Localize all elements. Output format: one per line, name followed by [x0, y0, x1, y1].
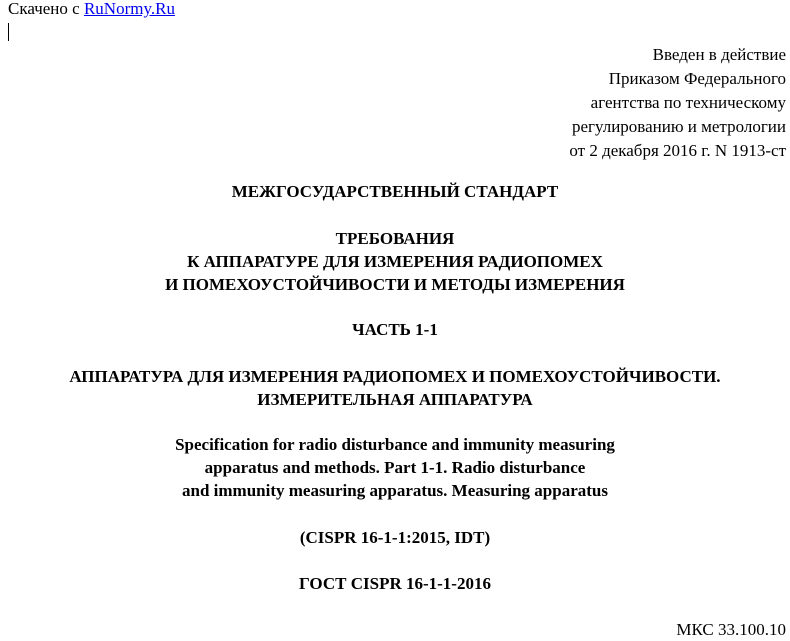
standard-type: МЕЖГОСУДАРСТВЕННЫЙ СТАНДАРТ	[231, 182, 559, 201]
enactment-line: агентства по техническому	[590, 93, 786, 112]
title-line: ТРЕБОВАНИЯ	[335, 229, 455, 248]
subtitle-line: ИЗМЕРИТЕЛЬНАЯ АППАРАТУРА	[257, 390, 533, 409]
source-prefix: Скачено с	[8, 0, 80, 18]
enactment-line: от 2 декабря 2016 г. N 1913-ст	[569, 141, 786, 160]
source-link[interactable]: RuNormy.Ru	[83, 0, 175, 18]
enactment-line: Приказом Федерального	[608, 69, 786, 88]
english-line: Specification for radio disturbance and immunity measuring	[175, 435, 615, 454]
english-line: and immunity measuring apparatus. Measuring apparatus	[181, 481, 608, 500]
part-heading: ЧАСТЬ 1-1	[352, 320, 438, 339]
enactment-block	[569, 43, 786, 163]
gost-number: ГОСТ CISPR 16-1-1-2016	[299, 574, 491, 593]
subtitle-line: АППАРАТУРА ДЛЯ ИЗМЕРЕНИЯ РАДИОПОМЕХ И ПОМЕХОУСТОЙЧИВОСТИ.	[69, 367, 721, 386]
enactment-line: Введен в действие	[652, 45, 786, 64]
cispr-reference: (CISPR 16-1-1:2015, IDT)	[299, 528, 491, 547]
text-cursor	[8, 23, 9, 41]
part-subtitle	[0, 365, 790, 411]
title-line: И ПОМЕХОУСТОЙЧИВОСТИ И МЕТОДЫ ИЗМЕРЕНИЯ	[165, 275, 625, 294]
english-line: apparatus and methods. Part 1-1. Radio disturbance	[204, 458, 586, 477]
mks-code: МКС 33.100.10	[676, 620, 786, 639]
source-line	[8, 0, 175, 20]
title-line: К АППАРАТУРЕ ДЛЯ ИЗМЕРЕНИЯ РАДИОПОМЕХ	[187, 252, 603, 271]
document-title	[0, 227, 790, 296]
enactment-line: регулированию и метрологии	[571, 117, 786, 136]
english-title	[0, 433, 790, 502]
